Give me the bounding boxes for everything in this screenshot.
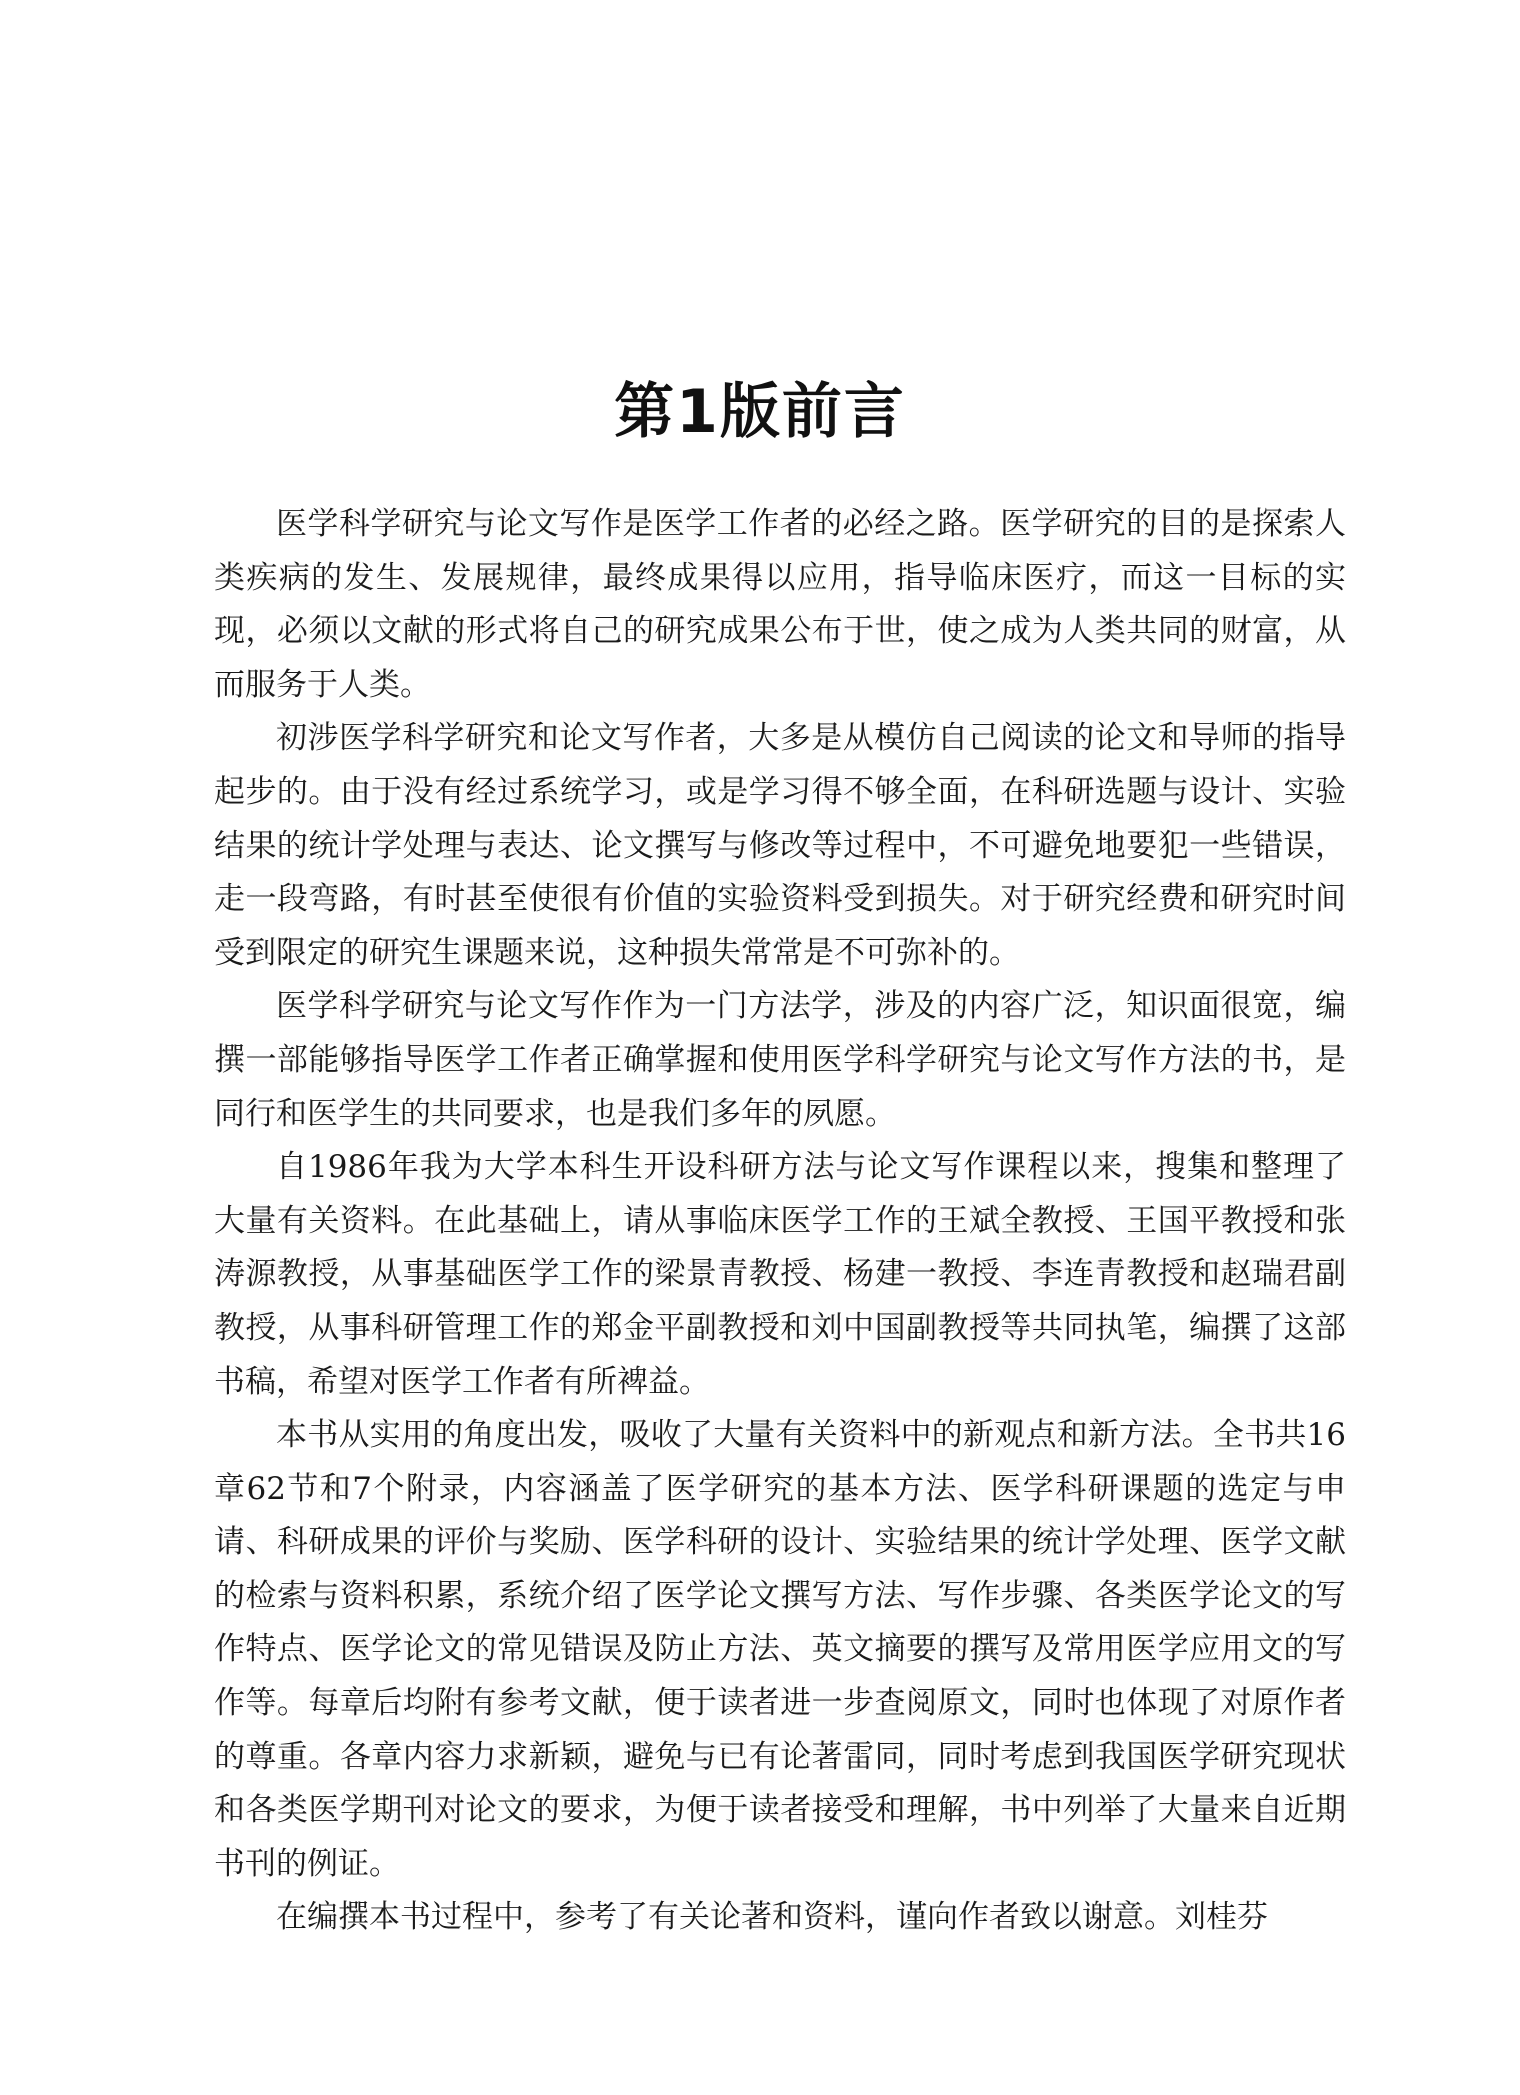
paragraph-6: 在编撰本书过程中，参考了有关论著和资料，谨向作者致以谢意。刘桂芬 [276, 1899, 1268, 1936]
paragraph-5: 本书从实用的角度出发，吸收了大量有关资料中的新观点和新方法。全书共16章62节和7个附录，内容涵盖了医学研究的基本方法、医学科研课题的选定与申请、科研成果的评价与奖励、医学科研的设计、实验结果的统计学处理、医学文献的检索与资料积累，系统介绍了医学论文撰写方法、写作步骤、各类医学论文的写作特点、医学论文的常见错误及防止方法、英文摘要的撰写及常用医学应用文的写作等。每章后均附有参考文献，便于读者进一步查阅原文，同时也体现了对原作者的尊重。各章内容力求新颖，避免与已有论著雷同，同时考虑到我国医学研究现状和各类医学期刊对论文的要求，为便于读者接受和理解，书中列举了大量来自近期书刊的例证。 [214, 1417, 1346, 1882]
page-title: 第1版前言 [614, 377, 906, 447]
paragraph-1: 医学科学研究与论文写作是医学工作者的必经之路。医学研究的目的是探索人类疾病的发生、发展规律，最终成果得以应用，指导临床医疗，而这一目标的实现，必须以文献的形式将自己的研究成果公布于世，使之成为人类共同的财富，从而服务于人类。 [214, 506, 1346, 703]
paragraph-3: 医学科学研究与论文写作作为一门方法学，涉及的内容广泛，知识面很宽，编撰一部能够指导医学工作者正确掌握和使用医学科学研究与论文写作方法的书，是同行和医学生的共同要求，也是我们多年的夙愿。 [214, 988, 1346, 1132]
preface-body [214, 498, 1346, 1945]
paragraph-2: 初涉医学科学研究和论文写作者，大多是从模仿自己阅读的论文和导师的指导起步的。由于没有经过系统学习，或是学习得不够全面，在科研选题与设计、实验结果的统计学处理与表达、论文撰写与修改等过程中，不可避免地要犯一些错误，走一段弯路，有时甚至使很有价值的实验资料受到损失。对于研究经费和研究时间受到限定的研究生课题来说，这种损失常常是不可弥补的。 [214, 720, 1346, 971]
paragraph-4: 自1986年我为大学本科生开设科研方法与论文写作课程以来，搜集和整理了大量有关资料。在此基础上，请从事临床医学工作的王斌全教授、王国平教授和张涛源教授，从事基础医学工作的梁景青教授、杨建一教授、李连青教授和赵瑞君副教授，从事科研管理工作的郑金平副教授和刘中国副教授等共同执笔，编撰了这部书稿，希望对医学工作者有所裨益。 [214, 1149, 1346, 1400]
